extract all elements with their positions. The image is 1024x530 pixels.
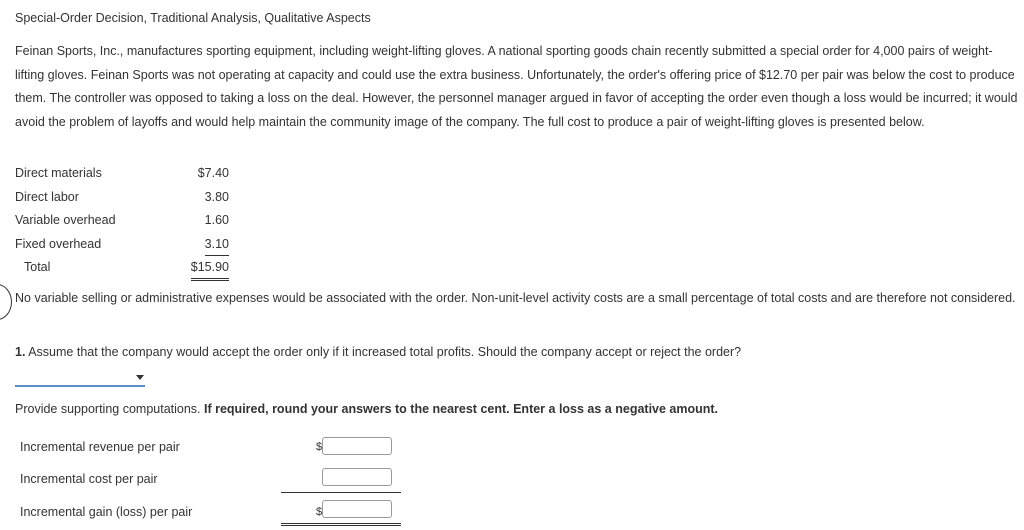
incremental-revenue-label: Incremental revenue per pair [20, 440, 180, 454]
cost-label: Direct labor [15, 189, 79, 204]
subtotal-rule [281, 492, 401, 493]
currency-symbol: $ [316, 441, 323, 453]
incremental-gain-label: Incremental gain (loss) per pair [20, 505, 193, 519]
cost-value: $15.90 [191, 257, 229, 281]
incremental-cost-input[interactable] [322, 468, 392, 486]
instructions-text: Provide supporting computations. [15, 402, 204, 416]
instructions-bold: If required, round your answers to the nearest cent. Enter a loss as a negative amount. [204, 402, 719, 416]
cost-value: 3.80 [204, 189, 229, 204]
chevron-down-icon [136, 375, 144, 380]
cost-label: Variable overhead [15, 213, 116, 227]
cost-row-fixed-overhead [15, 233, 233, 257]
cost-table [15, 162, 233, 280]
incremental-gain-input[interactable] [322, 500, 392, 518]
accept-reject-dropdown[interactable] [15, 372, 145, 387]
currency-symbol: $ [316, 506, 323, 518]
problem-description: Feinan Sports, Inc., manufactures sporting equipment, including weight-lifting gloves. A national sporting goods chain recently submitted a special order for 4,000 pairs of weight-lifting gloves. Feinan Sports was not operating at capacity and could use the extra business. Unfortunately, the order's offering price of $12.70 per pair was below the cost to produce them. The controller was opposed to taking a loss on the deal. However, the personnel manager argued in favor of accepting the order even though a loss would be incurred; it would avoid the problem of layoffs and would help maintain the community image of the company. The full cost to produce a pair of weight-lifting gloves is presented below. [15, 44, 1018, 129]
page-title: Special-Order Decision, Traditional Analysis, Qualitative Aspects [15, 11, 371, 25]
total-double-rule [281, 523, 401, 526]
cost-label: Total [24, 260, 51, 274]
question-number: 1. [15, 345, 26, 359]
cost-label: Direct materials [15, 166, 102, 180]
cost-row-variable-overhead [15, 209, 233, 233]
side-bracket-icon [0, 284, 12, 320]
note-text: No variable selling or administrative expenses would be associated with the order. Non-unit-level activity costs are a small percentage of total costs and are therefore not considered. [15, 291, 1016, 305]
cost-row-direct-materials [15, 162, 233, 186]
cost-value: 3.10 [205, 234, 229, 256]
question-1 [15, 345, 741, 359]
cost-row-total [15, 256, 233, 280]
instructions [15, 402, 718, 416]
cost-row-direct-labor [15, 186, 233, 210]
incremental-revenue-input[interactable] [322, 437, 392, 455]
cost-value: 1.60 [204, 213, 229, 227]
question-text: Assume that the company would accept the order only if it increased total profits. Should the company accept or reject the order? [25, 345, 742, 359]
cost-value: $7.40 [197, 166, 229, 180]
incremental-cost-label: Incremental cost per pair [20, 472, 158, 486]
cost-label: Fixed overhead [15, 236, 102, 251]
